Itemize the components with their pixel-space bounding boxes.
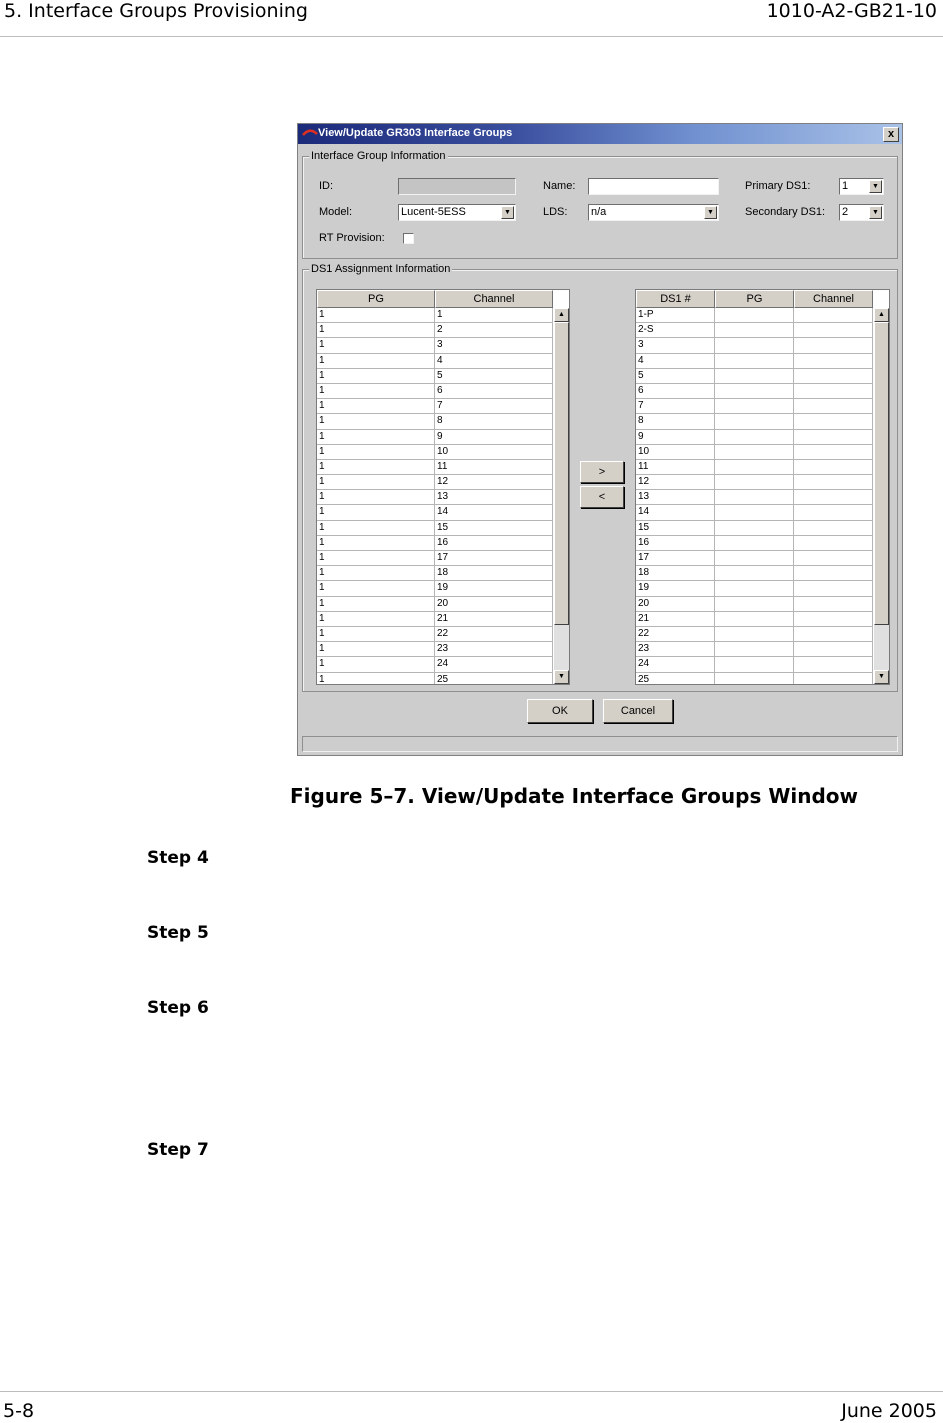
table-cell	[715, 445, 794, 460]
id-field	[398, 178, 516, 195]
step-label-6: Step 6	[147, 998, 209, 1018]
table-cell	[794, 460, 873, 475]
name-label: Name:	[543, 180, 576, 192]
column-header-pg[interactable]: PG	[317, 290, 435, 308]
table-row[interactable]	[317, 490, 553, 505]
table-cell	[794, 642, 873, 657]
table-cell: 23	[435, 642, 553, 657]
interface-group-info-title: Interface Group Information	[311, 150, 446, 162]
table-row[interactable]	[317, 551, 553, 566]
table-row[interactable]	[317, 657, 553, 672]
table-row[interactable]	[636, 430, 873, 445]
table-cell: 1	[317, 566, 435, 581]
table-row[interactable]	[636, 612, 873, 627]
table-row[interactable]	[636, 490, 873, 505]
table-cell	[794, 657, 873, 672]
window-title: View/Update GR303 Interface Groups	[318, 127, 513, 139]
table-cell	[715, 551, 794, 566]
table-row[interactable]	[317, 384, 553, 399]
table-cell	[794, 308, 873, 323]
table-row[interactable]	[636, 521, 873, 536]
table-cell	[715, 536, 794, 551]
table-cell: 3	[435, 338, 553, 353]
table-cell: 10	[435, 445, 553, 460]
chevron-down-icon[interactable]: ▼	[704, 206, 717, 219]
table-cell	[715, 399, 794, 414]
table-cell: 1	[317, 551, 435, 566]
move-right-button[interactable]: >	[580, 461, 624, 483]
table-row[interactable]	[636, 369, 873, 384]
scroll-up-icon[interactable]: ▲	[874, 308, 889, 322]
table-cell	[715, 642, 794, 657]
table-row[interactable]	[317, 581, 553, 596]
page-number: 5-8	[3, 1400, 35, 1422]
table-cell: 1	[317, 414, 435, 429]
table-row[interactable]	[317, 338, 553, 353]
table-cell	[794, 627, 873, 642]
column-header-channel[interactable]: Channel	[435, 290, 553, 308]
table-cell	[794, 612, 873, 627]
secondary-ds1-select[interactable]	[839, 204, 884, 221]
table-row[interactable]	[317, 414, 553, 429]
table-cell: 14	[636, 505, 715, 520]
table-cell	[715, 566, 794, 581]
table-cell	[715, 627, 794, 642]
move-left-button[interactable]: <	[580, 486, 624, 508]
table-cell: 1	[317, 323, 435, 338]
chevron-down-icon[interactable]: ▼	[869, 206, 882, 219]
table-cell: 4	[435, 354, 553, 369]
cancel-button[interactable]: Cancel	[603, 699, 673, 723]
table-cell	[715, 384, 794, 399]
page-date: June 2005	[841, 1400, 937, 1422]
step-label-5: Step 5	[147, 923, 209, 943]
table-cell: 1	[435, 308, 553, 323]
table-cell	[715, 505, 794, 520]
table-cell: 1	[317, 354, 435, 369]
table-cell: 16	[435, 536, 553, 551]
table-cell: 1	[317, 536, 435, 551]
table-cell	[794, 369, 873, 384]
table-row[interactable]	[636, 597, 873, 612]
table-cell: 3	[636, 338, 715, 353]
table-cell: 12	[636, 475, 715, 490]
table-cell: 11	[636, 460, 715, 475]
table-row[interactable]	[636, 673, 873, 685]
table-cell: 6	[636, 384, 715, 399]
secondary-ds1-value: 2	[842, 206, 849, 218]
table-cell: 1	[317, 369, 435, 384]
table-cell: 22	[636, 627, 715, 642]
table-cell: 12	[435, 475, 553, 490]
table-row[interactable]	[317, 460, 553, 475]
table-row[interactable]	[636, 551, 873, 566]
table-cell: 19	[636, 581, 715, 596]
table-row[interactable]	[636, 536, 873, 551]
table-cell: 18	[636, 566, 715, 581]
table-cell	[794, 490, 873, 505]
table-row[interactable]	[636, 460, 873, 475]
chevron-down-icon[interactable]: ▼	[869, 180, 882, 193]
table-cell: 15	[636, 521, 715, 536]
table-cell: 13	[636, 490, 715, 505]
table-cell: 6	[435, 384, 553, 399]
table-row[interactable]	[317, 505, 553, 520]
primary-ds1-select[interactable]	[839, 178, 884, 195]
table-row[interactable]	[317, 642, 553, 657]
table-cell	[794, 673, 873, 685]
rt-provision-label: RT Provision:	[319, 232, 385, 244]
status-bar	[302, 736, 898, 752]
table-cell	[715, 338, 794, 353]
table-cell: 20	[636, 597, 715, 612]
assigned-channels-header	[317, 290, 553, 308]
ds1-assignment-title: DS1 Assignment Information	[311, 263, 451, 275]
column-header-pg[interactable]: PG	[715, 290, 794, 308]
header-rule	[0, 36, 943, 37]
table-cell: 1	[317, 627, 435, 642]
table-cell: 11	[435, 460, 553, 475]
table-cell: 10	[636, 445, 715, 460]
app-logo-icon	[302, 128, 318, 138]
table-row[interactable]	[317, 597, 553, 612]
assigned-channels-scrollbar[interactable]	[554, 308, 569, 684]
table-cell: 15	[435, 521, 553, 536]
table-cell: 20	[435, 597, 553, 612]
table-cell	[715, 308, 794, 323]
table-cell: 23	[636, 642, 715, 657]
table-row[interactable]	[317, 475, 553, 490]
table-row[interactable]	[317, 445, 553, 460]
interface-groups-window	[297, 123, 903, 756]
table-cell: 7	[435, 399, 553, 414]
table-row[interactable]	[317, 369, 553, 384]
footer-rule	[0, 1391, 943, 1392]
table-cell	[715, 657, 794, 672]
table-cell	[794, 536, 873, 551]
primary-ds1-value: 1	[842, 180, 849, 192]
table-cell: 2	[435, 323, 553, 338]
table-cell: 1	[317, 505, 435, 520]
table-cell: 1	[317, 673, 435, 685]
table-cell	[794, 551, 873, 566]
rt-provision-checkbox[interactable]	[403, 233, 414, 244]
chevron-down-icon[interactable]: ▼	[501, 206, 514, 219]
interface-group-info-panel	[302, 150, 898, 259]
table-cell: 21	[435, 612, 553, 627]
table-cell: 1	[317, 430, 435, 445]
table-cell: 1	[317, 384, 435, 399]
ds1-list-scrollbar[interactable]	[874, 308, 889, 684]
table-cell	[715, 490, 794, 505]
table-cell	[715, 475, 794, 490]
table-cell: 1	[317, 445, 435, 460]
table-cell: 17	[435, 551, 553, 566]
lds-select[interactable]	[588, 204, 719, 221]
table-cell: 1	[317, 521, 435, 536]
table-cell	[715, 414, 794, 429]
table-row[interactable]	[636, 566, 873, 581]
ok-button[interactable]: OK	[527, 699, 593, 723]
table-cell: 1	[317, 308, 435, 323]
table-cell: 16	[636, 536, 715, 551]
table-cell	[794, 581, 873, 596]
table-row[interactable]	[317, 323, 553, 338]
secondary-ds1-label: Secondary DS1:	[745, 206, 826, 218]
ds1-list-table[interactable]	[635, 289, 890, 685]
table-cell: 4	[636, 354, 715, 369]
table-cell: 1	[317, 581, 435, 596]
table-row[interactable]	[636, 581, 873, 596]
table-cell: 24	[435, 657, 553, 672]
table-cell: 7	[636, 399, 715, 414]
table-row[interactable]	[636, 308, 873, 323]
table-cell: 1	[317, 597, 435, 612]
step-label-4: Step 4	[147, 848, 209, 868]
table-cell	[794, 354, 873, 369]
table-row[interactable]	[317, 430, 553, 445]
table-row[interactable]	[317, 354, 553, 369]
table-cell	[794, 430, 873, 445]
table-cell: 8	[435, 414, 553, 429]
column-header-channel[interactable]: Channel	[794, 290, 873, 308]
table-cell	[794, 414, 873, 429]
scroll-down-icon[interactable]: ▼	[554, 670, 569, 684]
model-label: Model:	[319, 206, 353, 218]
primary-ds1-label: Primary DS1:	[745, 180, 811, 192]
table-cell: 9	[435, 430, 553, 445]
table-cell: 1	[317, 642, 435, 657]
table-cell: 1	[317, 399, 435, 414]
table-cell: 24	[636, 657, 715, 672]
table-cell	[715, 354, 794, 369]
table-cell: 17	[636, 551, 715, 566]
table-cell: 2-S	[636, 323, 715, 338]
table-cell: 13	[435, 490, 553, 505]
table-cell: 5	[435, 369, 553, 384]
table-row[interactable]	[317, 536, 553, 551]
table-row[interactable]	[636, 354, 873, 369]
table-row[interactable]	[636, 414, 873, 429]
table-cell: 1	[317, 612, 435, 627]
page-header-section: 5. Interface Groups Provisioning	[4, 0, 308, 22]
table-row[interactable]	[317, 521, 553, 536]
table-cell	[715, 612, 794, 627]
id-label: ID:	[319, 180, 334, 192]
table-cell: 9	[636, 430, 715, 445]
table-cell	[794, 338, 873, 353]
table-cell	[715, 369, 794, 384]
table-row[interactable]	[636, 399, 873, 414]
scroll-thumb[interactable]	[874, 322, 889, 625]
table-cell	[715, 581, 794, 596]
table-cell	[794, 384, 873, 399]
table-row[interactable]	[317, 612, 553, 627]
table-cell: 25	[435, 673, 553, 685]
table-cell: 18	[435, 566, 553, 581]
model-value: Lucent-5ESS	[401, 206, 466, 218]
step-label-7: Step 7	[147, 1140, 209, 1160]
table-cell	[715, 430, 794, 445]
assigned-channels-body	[317, 308, 553, 684]
table-row[interactable]	[317, 308, 553, 323]
table-cell: 1	[317, 460, 435, 475]
lds-label: LDS:	[543, 206, 568, 218]
table-cell	[794, 505, 873, 520]
table-cell: 1	[317, 338, 435, 353]
table-cell: 22	[435, 627, 553, 642]
table-cell	[794, 475, 873, 490]
table-row[interactable]	[636, 642, 873, 657]
table-row[interactable]	[636, 323, 873, 338]
table-cell: 8	[636, 414, 715, 429]
table-cell	[794, 445, 873, 460]
table-cell	[794, 597, 873, 612]
table-cell	[715, 673, 794, 685]
scroll-thumb[interactable]	[554, 322, 569, 625]
table-row[interactable]	[636, 445, 873, 460]
table-cell: 19	[435, 581, 553, 596]
close-button[interactable]: x	[883, 127, 899, 142]
table-cell	[715, 460, 794, 475]
table-row[interactable]	[636, 384, 873, 399]
scroll-up-icon[interactable]: ▲	[554, 308, 569, 322]
table-row[interactable]	[636, 627, 873, 642]
ds1-list-header	[636, 290, 873, 308]
table-row[interactable]	[317, 673, 553, 685]
table-cell	[794, 566, 873, 581]
table-row[interactable]	[636, 475, 873, 490]
table-cell	[715, 323, 794, 338]
table-cell	[794, 323, 873, 338]
table-cell: 5	[636, 369, 715, 384]
table-row[interactable]	[317, 566, 553, 581]
lds-value: n/a	[591, 206, 607, 218]
table-cell: 25	[636, 673, 715, 685]
scroll-down-icon[interactable]: ▼	[874, 670, 889, 684]
ds1-list-body	[636, 308, 873, 684]
table-cell: 1	[317, 475, 435, 490]
ds1-assignment-panel	[302, 263, 898, 692]
table-cell	[794, 521, 873, 536]
table-cell: 21	[636, 612, 715, 627]
table-cell: 1-P	[636, 308, 715, 323]
table-cell	[715, 521, 794, 536]
model-select[interactable]	[398, 204, 516, 221]
table-cell: 1	[317, 657, 435, 672]
table-cell: 14	[435, 505, 553, 520]
table-cell	[794, 399, 873, 414]
table-row[interactable]	[317, 627, 553, 642]
table-cell	[715, 597, 794, 612]
assigned-channels-table[interactable]	[316, 289, 570, 685]
column-header-ds1[interactable]: DS1 #	[636, 290, 715, 308]
page-header-docnumber: 1010-A2-GB21-10	[766, 0, 937, 22]
figure-caption: Figure 5–7. View/Update Interface Groups Window	[290, 784, 859, 808]
table-row[interactable]	[636, 338, 873, 353]
window-titlebar[interactable]	[298, 124, 902, 144]
table-row[interactable]	[317, 399, 553, 414]
name-field[interactable]	[588, 178, 719, 195]
table-row[interactable]	[636, 657, 873, 672]
table-row[interactable]	[636, 505, 873, 520]
table-cell: 1	[317, 490, 435, 505]
